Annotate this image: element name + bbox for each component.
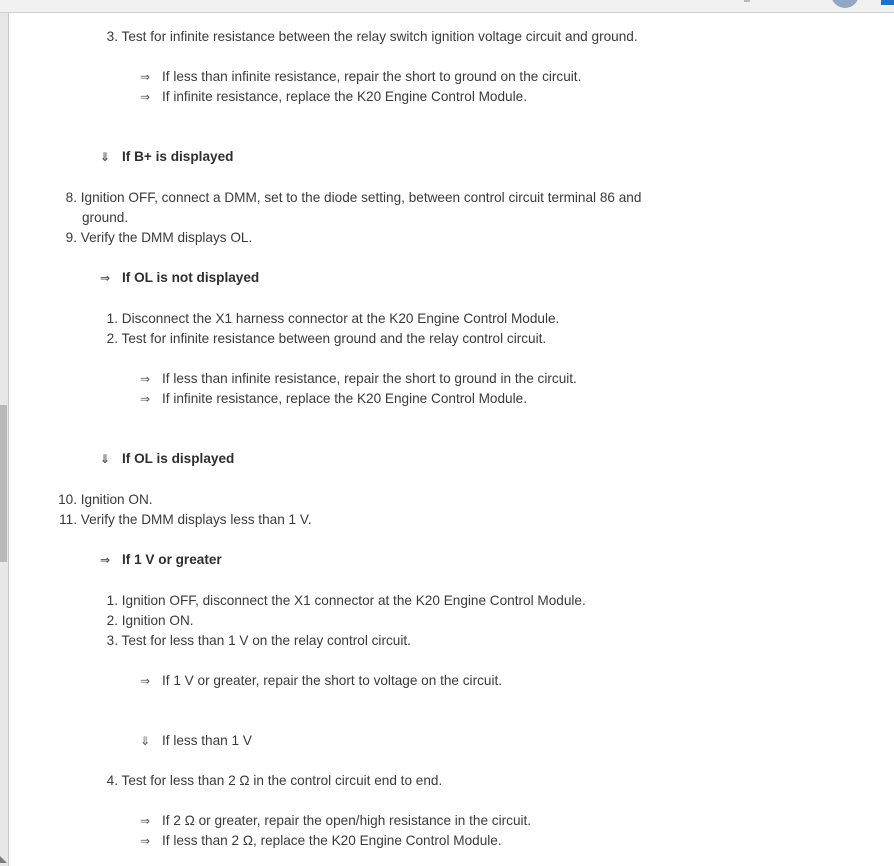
down-arrow-icon: ⇓: [100, 452, 111, 466]
list-item: [103, 310, 559, 328]
text: Verify the DMM displays less than 1 V.: [80, 512, 312, 527]
list-item: [103, 592, 586, 610]
list-number: 2.: [106, 613, 118, 628]
text: ground.: [82, 210, 129, 225]
right-arrow-icon: ⇒: [140, 90, 151, 104]
list-item: [58, 491, 153, 509]
right-arrow-icon: ⇒: [140, 674, 151, 688]
list-number: 10.: [58, 492, 77, 507]
text: If OL is displayed: [122, 451, 235, 466]
list-number: 11.: [59, 512, 77, 527]
text: Disconnect the X1 harness connector at the K20 Engine Control Module.: [121, 311, 560, 326]
result-item: [140, 732, 252, 750]
condition-heading: [100, 551, 222, 569]
list-number: 3.: [106, 633, 118, 648]
list-item-continuation: [82, 209, 128, 227]
scrollbar-thumb[interactable]: [0, 405, 7, 562]
list-item: [103, 632, 411, 650]
result-item: [140, 68, 581, 86]
text: If OL is not displayed: [122, 270, 260, 285]
text: If less than infinite resistance, repair the short to ground in the circuit.: [162, 371, 577, 386]
condition-heading: [100, 269, 259, 287]
list-item: [103, 28, 638, 46]
text: If infinite resistance, replace the K20 Engine Control Module.: [162, 391, 527, 406]
result-item: [140, 88, 527, 106]
text: Ignition ON.: [80, 492, 153, 507]
result-item: [140, 672, 502, 690]
list-item: [60, 189, 641, 207]
right-arrow-icon: ⇒: [140, 70, 151, 84]
list-item: [103, 772, 442, 790]
list-number: 1.: [106, 311, 118, 326]
text: Ignition OFF, connect a DMM, set to the diode setting, between control circuit terminal 86 and: [80, 190, 642, 205]
condition-heading: [100, 450, 234, 468]
down-arrow-icon: ⇓: [100, 150, 111, 164]
result-item: [140, 370, 577, 388]
list-item: [60, 229, 252, 247]
right-arrow-icon: ⇒: [140, 834, 151, 848]
right-arrow-icon: ⇒: [140, 814, 151, 828]
list-number: 4.: [106, 773, 118, 788]
text: Test for less than 2 Ω in the control circuit end to end.: [121, 773, 443, 788]
text: Verify the DMM displays OL.: [80, 230, 253, 245]
text: Test for less than 1 V on the relay control circuit.: [121, 633, 411, 648]
down-arrow-icon: ⇓: [140, 734, 151, 748]
list-number: 2.: [106, 331, 118, 346]
text: If less than infinite resistance, repair the short to ground on the circuit.: [162, 69, 582, 84]
result-item: [140, 812, 531, 830]
text: If less than 1 V: [162, 733, 252, 748]
text: Test for infinite resistance between the relay switch ignition voltage circuit and ground.: [121, 29, 638, 44]
right-arrow-icon: ⇒: [140, 392, 151, 406]
avatar[interactable]: [831, 0, 859, 8]
text: If 1 V or greater: [122, 552, 222, 567]
condition-heading: [100, 148, 233, 166]
result-item: [140, 832, 502, 850]
toolbar-button[interactable]: [881, 0, 894, 5]
text: Ignition ON.: [121, 613, 194, 628]
list-number: 1.: [106, 593, 118, 608]
list-number: 3.: [106, 29, 118, 44]
browser-top-bar: [0, 0, 894, 13]
document-page: [9, 13, 894, 866]
text: If B+ is displayed: [122, 149, 234, 164]
list-number: 8.: [65, 190, 77, 205]
right-arrow-icon: ⇒: [100, 553, 111, 567]
list-item: [103, 612, 194, 630]
text: If infinite resistance, replace the K20 Engine Control Module.: [162, 89, 527, 104]
right-arrow-icon: ⇒: [140, 372, 151, 386]
toolbar-mark: [744, 0, 750, 2]
list-number: 9.: [65, 230, 77, 245]
text: If 2 Ω or greater, repair the open/high resistance in the circuit.: [162, 813, 532, 828]
text: Test for infinite resistance between ground and the relay control circuit.: [121, 331, 547, 346]
list-item: [103, 330, 546, 348]
left-scrollbar[interactable]: [0, 12, 9, 866]
list-item: [58, 511, 311, 529]
text: If less than 2 Ω, replace the K20 Engine Control Module.: [162, 833, 502, 848]
text: If 1 V or greater, repair the short to voltage on the circuit.: [162, 673, 503, 688]
right-arrow-icon: ⇒: [100, 271, 111, 285]
text: Ignition OFF, disconnect the X1 connector at the K20 Engine Control Module.: [121, 593, 586, 608]
result-item: [140, 390, 527, 408]
resize-corner-icon[interactable]: [0, 856, 7, 863]
